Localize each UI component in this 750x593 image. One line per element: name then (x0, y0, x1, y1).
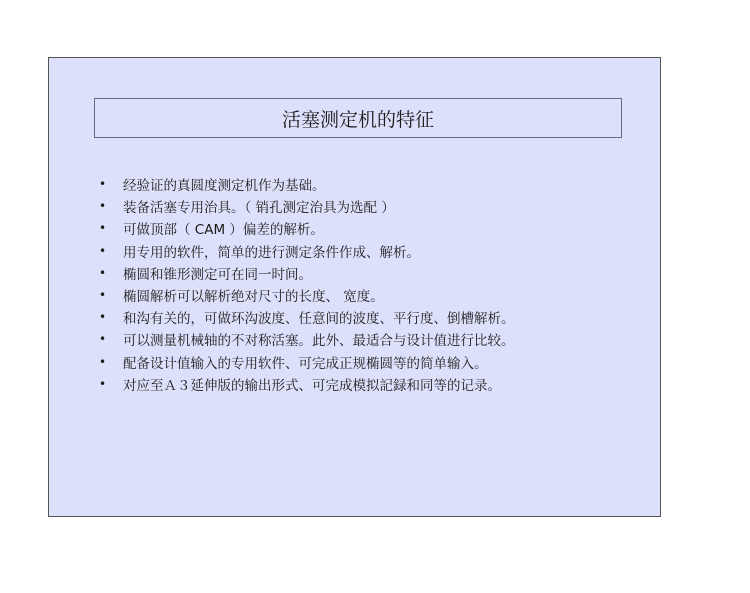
list-item-text: 可以测量机械轴的不对称活塞。此外、最适合与设计值进行比较。 (123, 333, 515, 350)
list-item (99, 306, 515, 328)
bullet-icon: • (99, 265, 107, 280)
list-item-text: 椭圆和锥形测定可在同一时间。 (123, 266, 312, 283)
slide-panel (48, 57, 661, 517)
list-item (99, 173, 515, 195)
bullet-icon: • (99, 177, 107, 192)
list-item-text: 对应至Ａ３延伸版的输出形式、可完成模拟記録和同等的记录。 (123, 377, 501, 394)
list-item (99, 328, 515, 350)
slide-title: 活塞测定机的特征 (94, 98, 622, 138)
feature-list (99, 173, 515, 395)
bullet-icon: • (99, 288, 107, 303)
list-item-text: 可做顶部（ CAM ）偏差的解析。 (123, 222, 324, 239)
bullet-icon: • (99, 221, 107, 236)
list-item (99, 284, 515, 306)
list-item-text: 椭圆解析可以解析绝对尺寸的长度、 宽度。 (123, 289, 384, 306)
list-item (99, 262, 515, 284)
bullet-icon: • (99, 199, 107, 214)
list-item-text: 配备设计值输入的专用软件、可完成正规椭圆等的简单输入。 (123, 355, 488, 372)
list-item-text: 装备活塞专用治具。（ 销孔测定治具为选配 ） (123, 200, 395, 217)
list-item (99, 217, 515, 239)
list-item (99, 240, 515, 262)
bullet-icon: • (99, 243, 107, 258)
bullet-icon: • (99, 376, 107, 391)
list-item (99, 373, 515, 395)
bullet-icon: • (99, 332, 107, 347)
bullet-icon: • (99, 354, 107, 369)
bullet-icon: • (99, 310, 107, 325)
list-item (99, 195, 515, 217)
list-item-text: 用专用的软件，简单的进行测定条件作成、解析。 (123, 244, 420, 261)
list-item-text: 和沟有关的，可做环沟波度、任意间的波度、平行度、倒槽解析。 (123, 311, 515, 328)
list-item (99, 351, 515, 373)
list-item-text: 经验证的真圆度测定机作为基础。 (123, 178, 326, 195)
